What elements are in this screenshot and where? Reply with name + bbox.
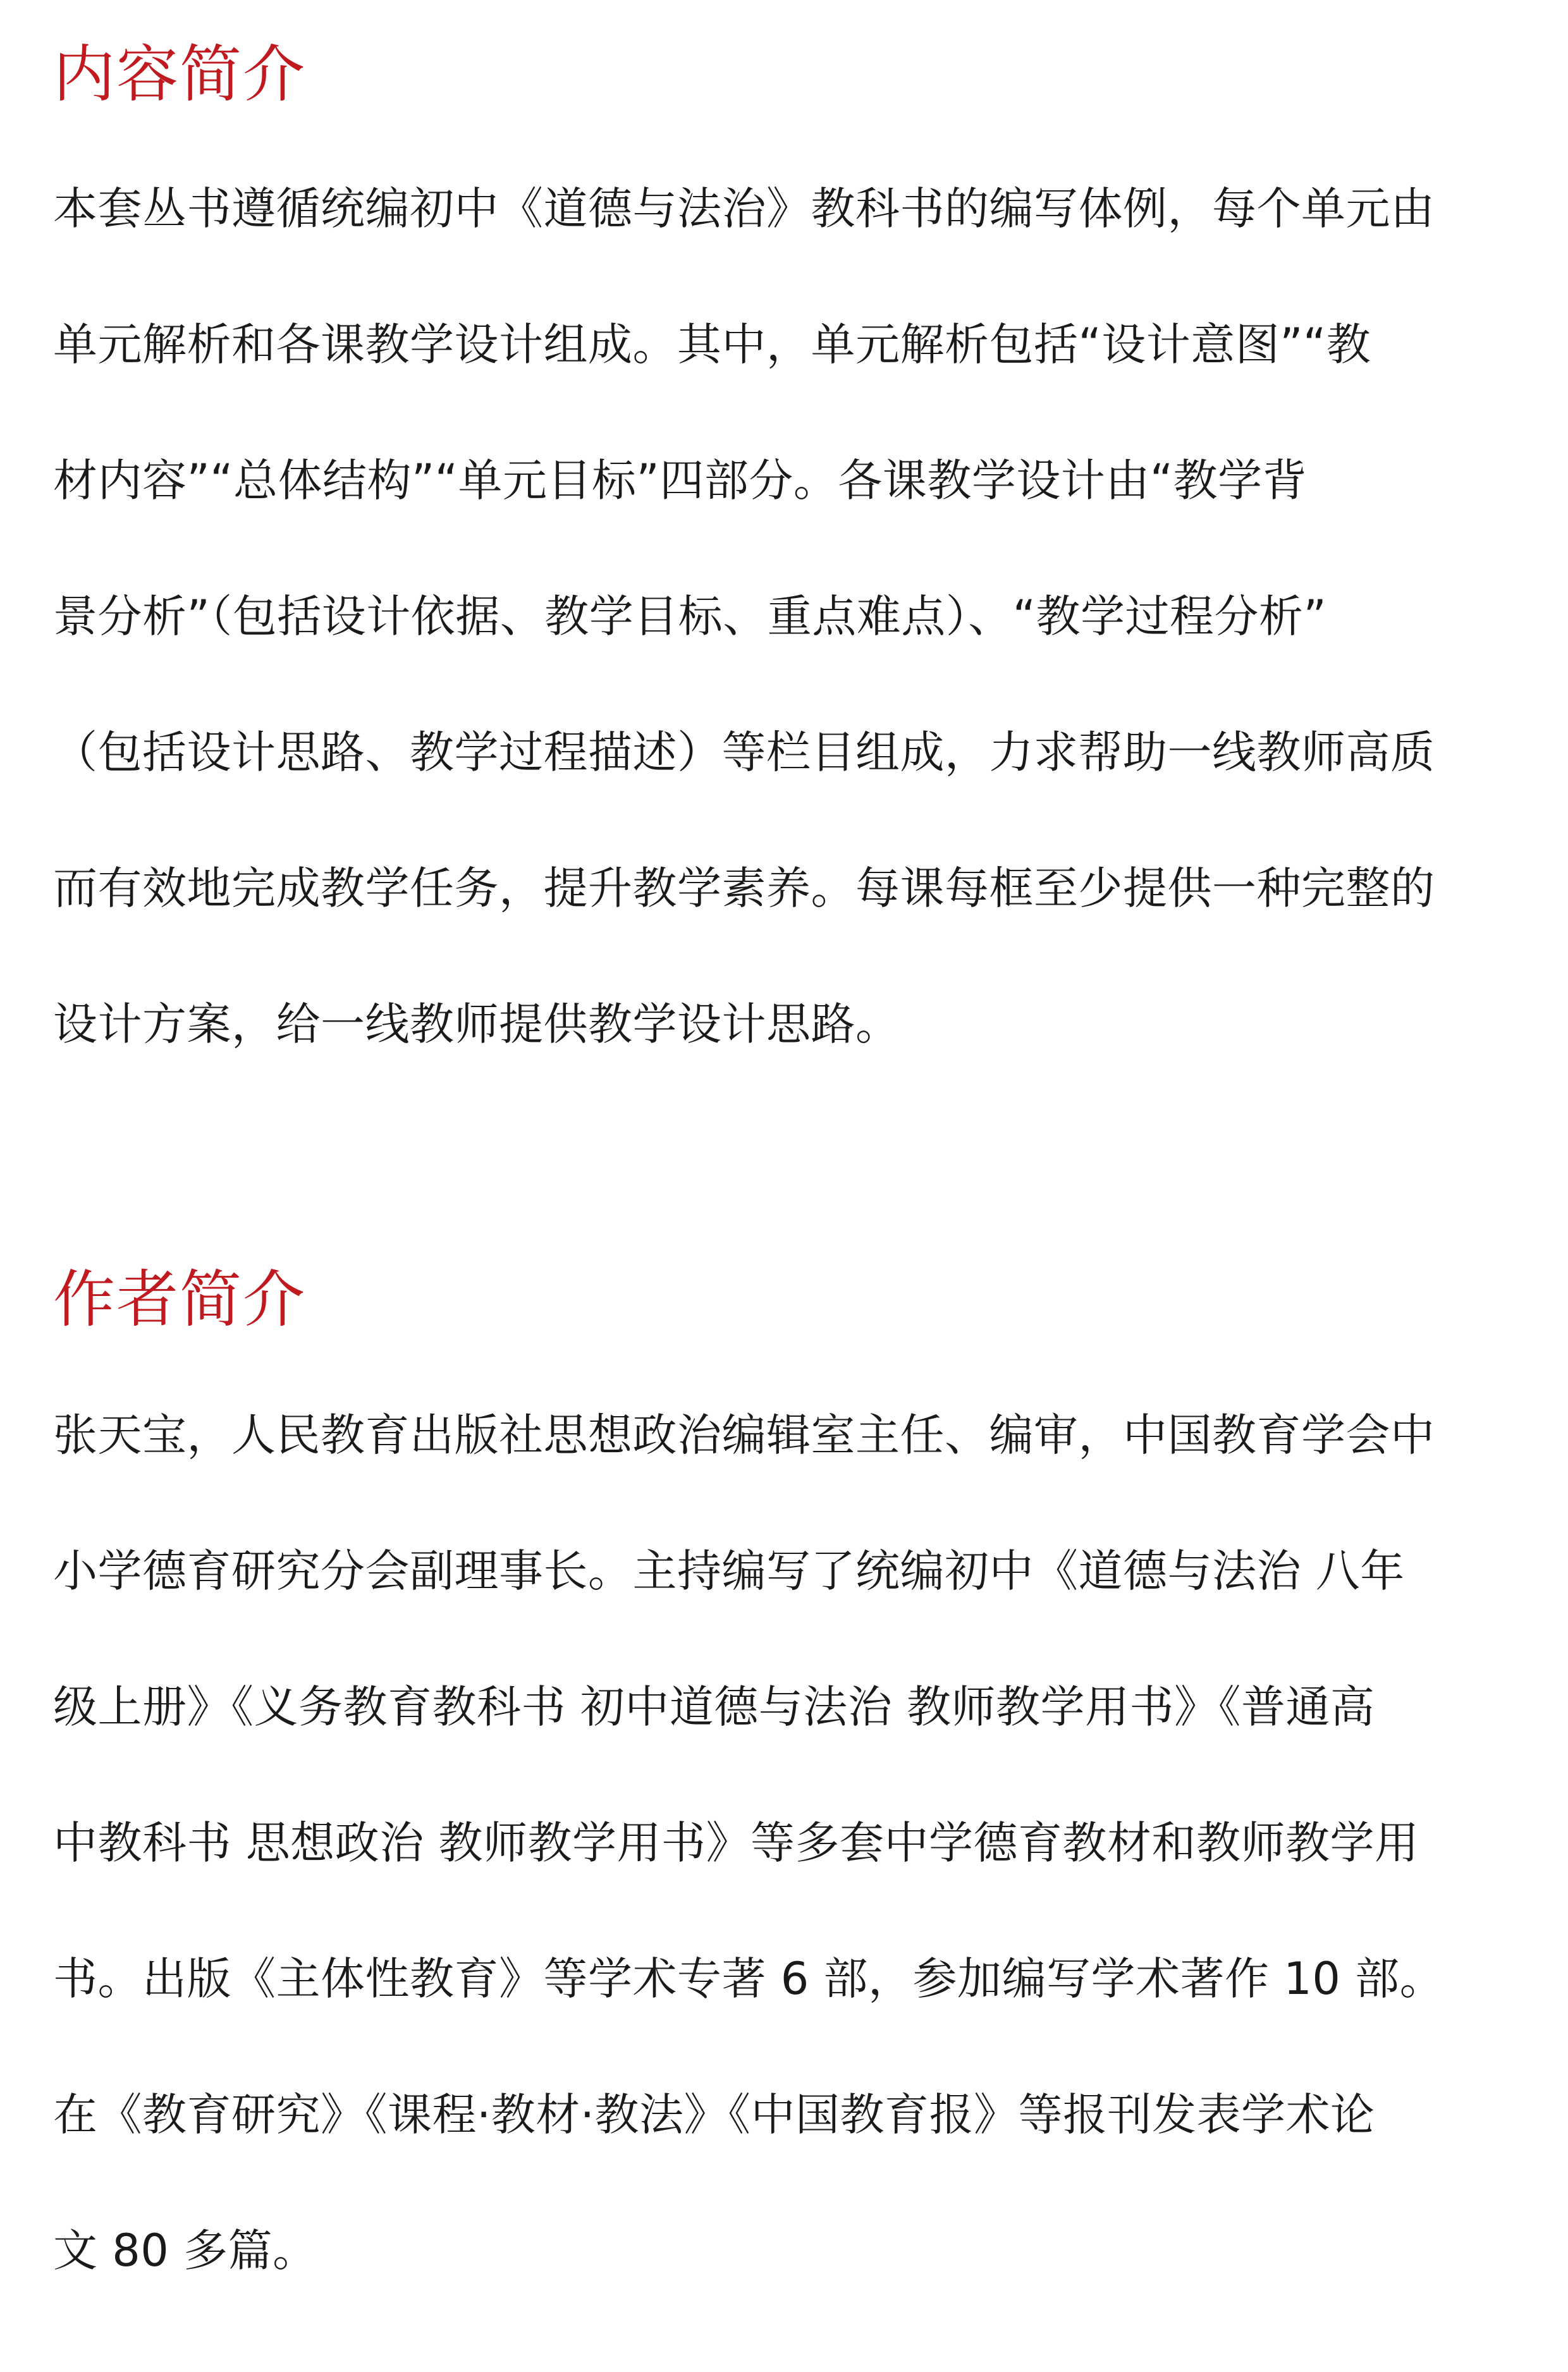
paragraph-line: 单元解析和各课教学设计组成。其中，单元解析包括“设计意图”“教 xyxy=(53,319,1371,370)
content-intro-heading: 内容简介 xyxy=(53,39,307,111)
paragraph-line: 文 80 多篇。 xyxy=(53,2225,317,2277)
author-intro-heading: 作者简介 xyxy=(53,1264,307,1336)
paragraph-line: 景分析”（包括设计依据、教学目标、重点难点）、“教学过程分析” xyxy=(53,590,1327,642)
paragraph-line: 本套丛书遵循统编初中《道德与法治》教科书的编写体例，每个单元由 xyxy=(53,183,1435,235)
paragraph-line: 书。出版《主体性教育》等学术专著 6 部，参加编写学术著作 10 部。 xyxy=(53,1953,1445,2005)
paragraph-line: 中教科书 思想政治 教师教学用书》等多套中学德育教材和教师教学用 xyxy=(53,1817,1419,1869)
paragraph-line: 在《教育研究》《课程·教材·教法》《中国教育报》等报刊发表学术论 xyxy=(53,2089,1375,2141)
paragraph-line: 小学德育研究分会副理事长。主持编写了统编初中《道德与法治 八年 xyxy=(53,1545,1405,1597)
paragraph-line: （包括设计思路、教学过程描述）等栏目组成，力求帮助一线教师高质 xyxy=(53,726,1435,778)
paragraph-line: 材内容”“总体结构”“单元目标”四部分。各课教学设计由“教学背 xyxy=(53,455,1308,506)
paragraph-line: 张天宝，人民教育出版社思想政治编辑室主任、编审，中国教育学会中 xyxy=(53,1409,1435,1461)
paragraph-line: 而有效地完成教学任务，提升教学素养。每课每框至少提供一种完整的 xyxy=(53,862,1435,914)
paragraph-line: 级上册》《义务教育教科书 初中道德与法治 教师教学用书》《普通高 xyxy=(53,1681,1375,1733)
paragraph-line: 设计方案，给一线教师提供教学设计思路。 xyxy=(53,998,900,1050)
